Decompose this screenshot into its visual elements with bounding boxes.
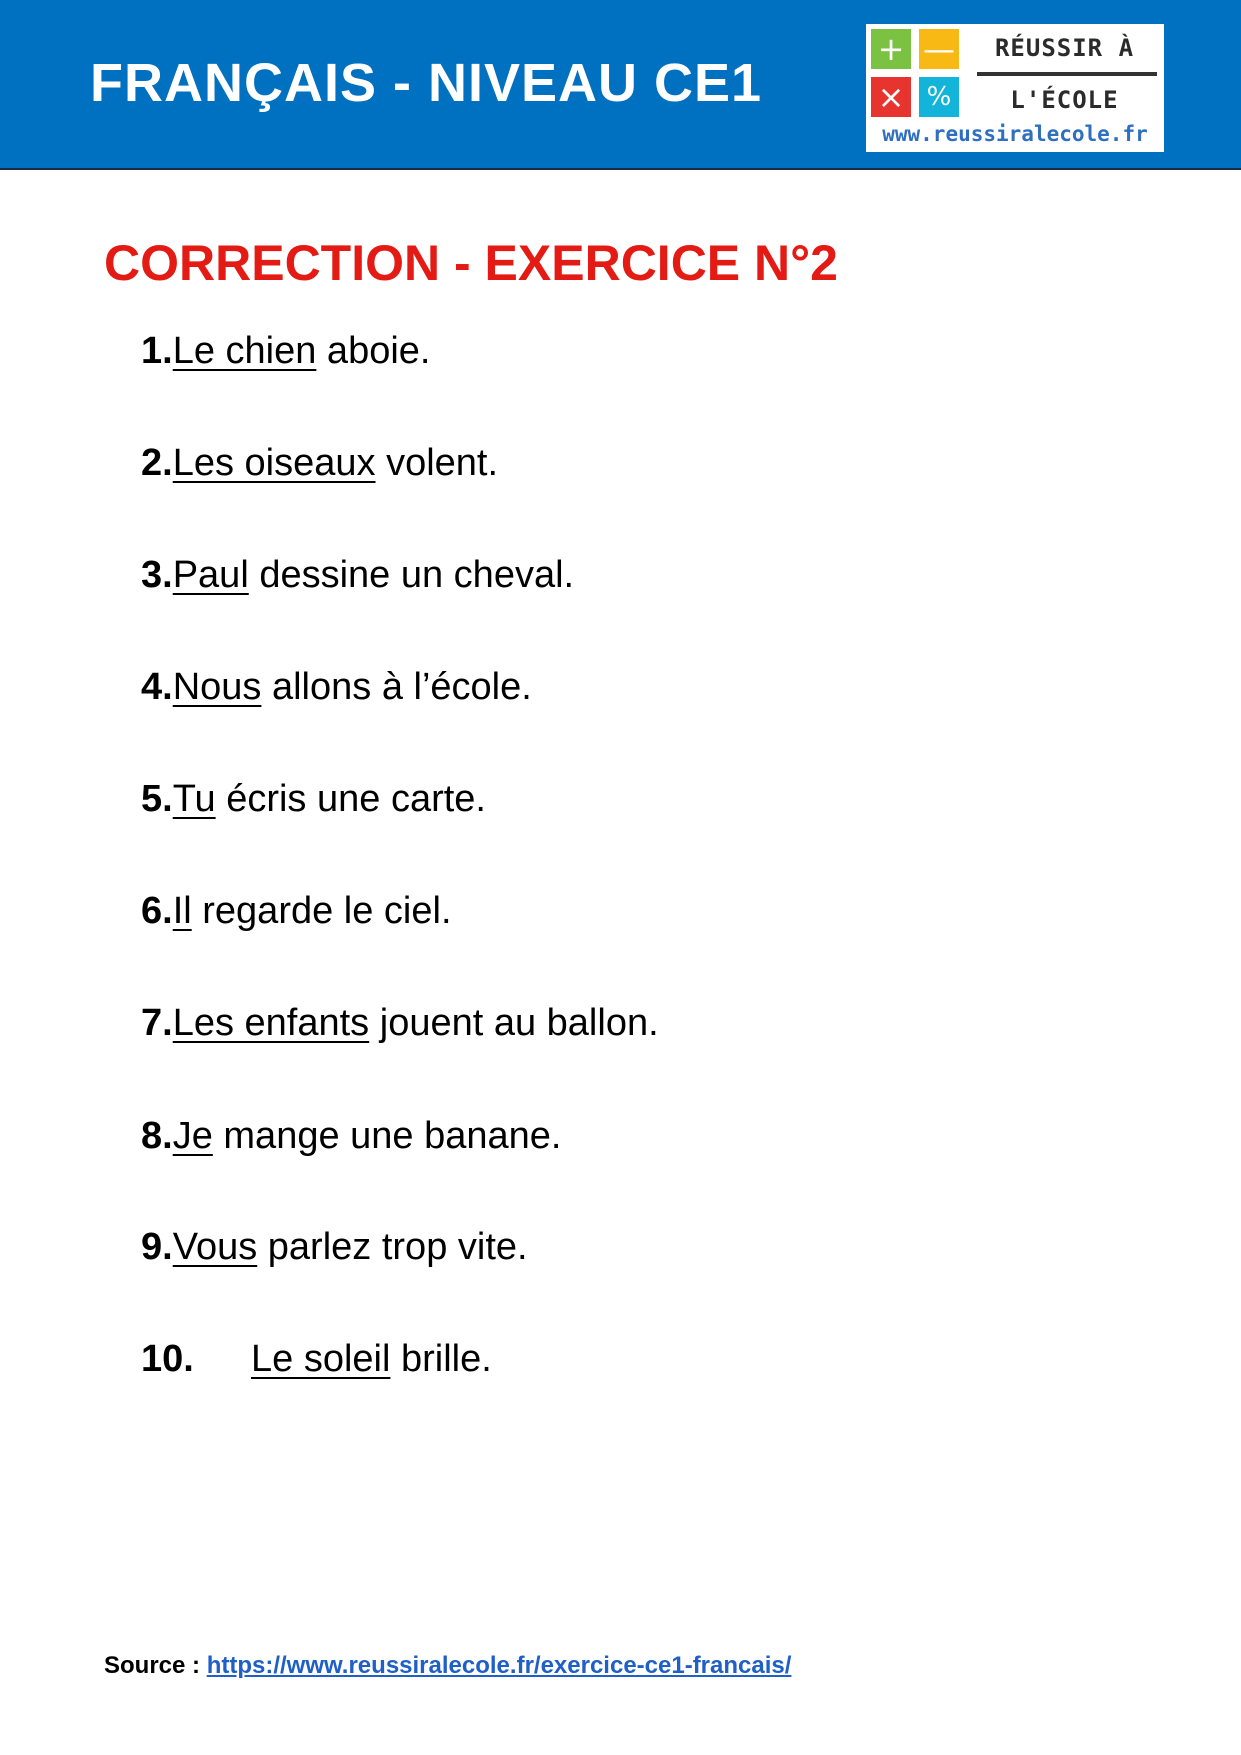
list-item: [141, 442, 498, 492]
logo-url: www.reussiralecole.fr: [882, 122, 1148, 146]
item-number: 2.: [141, 442, 173, 484]
item-number: 1.: [141, 330, 173, 372]
item-rest: regarde le ciel.: [191, 890, 452, 932]
item-rest: jouent au ballon.: [369, 1002, 659, 1044]
section-title: CORRECTION - EXERCICE N°2: [104, 235, 838, 291]
item-number: 4.: [141, 666, 173, 708]
item-subject: Le soleil: [251, 1338, 391, 1380]
item-rest: volent.: [375, 442, 499, 484]
item-subject: Tu: [172, 778, 216, 820]
item-subject: Les enfants: [172, 1002, 370, 1044]
item-subject: Nous: [172, 666, 262, 708]
site-logo[interactable]: [866, 24, 1164, 152]
item-number: 7.: [141, 1002, 173, 1044]
item-subject: Je: [172, 1115, 213, 1157]
item-number: 10.: [141, 1338, 194, 1380]
list-item: [141, 1338, 492, 1388]
item-subject: Il: [172, 890, 192, 932]
times-icon: ×: [871, 77, 911, 117]
page-header: [0, 0, 1241, 170]
minus-icon: —: [919, 29, 959, 69]
item-subject: Vous: [172, 1226, 258, 1268]
item-subject: Les oiseaux: [172, 442, 376, 484]
header-title: FRANÇAIS - NIVEAU CE1: [90, 53, 763, 113]
item-number: 9.: [141, 1226, 173, 1268]
source-line: [104, 1652, 791, 1680]
item-number: 5.: [141, 778, 173, 820]
item-rest: parlez trop vite.: [257, 1226, 528, 1268]
logo-text-line1: RÉUSSIR À: [994, 34, 1135, 62]
list-item: [141, 1002, 659, 1052]
logo-divider: [977, 72, 1157, 76]
item-rest: mange une banane.: [212, 1115, 562, 1157]
list-item: [141, 1115, 561, 1165]
item-rest: dessine un cheval.: [248, 554, 575, 596]
item-subject: Paul: [172, 554, 249, 596]
item-number: 8.: [141, 1115, 173, 1157]
item-number: 6.: [141, 890, 173, 932]
list-item: [141, 778, 486, 828]
list-item: [141, 554, 574, 604]
item-rest: écris une carte.: [215, 778, 486, 820]
item-number: 3.: [141, 554, 173, 596]
plus-icon: +: [871, 29, 911, 69]
logo-text-line2: L'ÉCOLE: [1010, 86, 1119, 114]
item-rest: aboie.: [316, 330, 431, 372]
item-rest: allons à l’école.: [261, 666, 532, 708]
item-rest: brille.: [390, 1338, 492, 1380]
list-item: [141, 666, 532, 716]
list-item: [141, 1226, 528, 1276]
source-link[interactable]: https://www.reussiralecole.fr/exercice-ce1-francais/: [206, 1652, 792, 1679]
list-item: [141, 890, 452, 940]
source-label: Source :: [104, 1652, 201, 1679]
percent-icon: %: [919, 77, 959, 117]
list-item: [141, 330, 430, 380]
item-subject: Le chien: [172, 330, 317, 372]
